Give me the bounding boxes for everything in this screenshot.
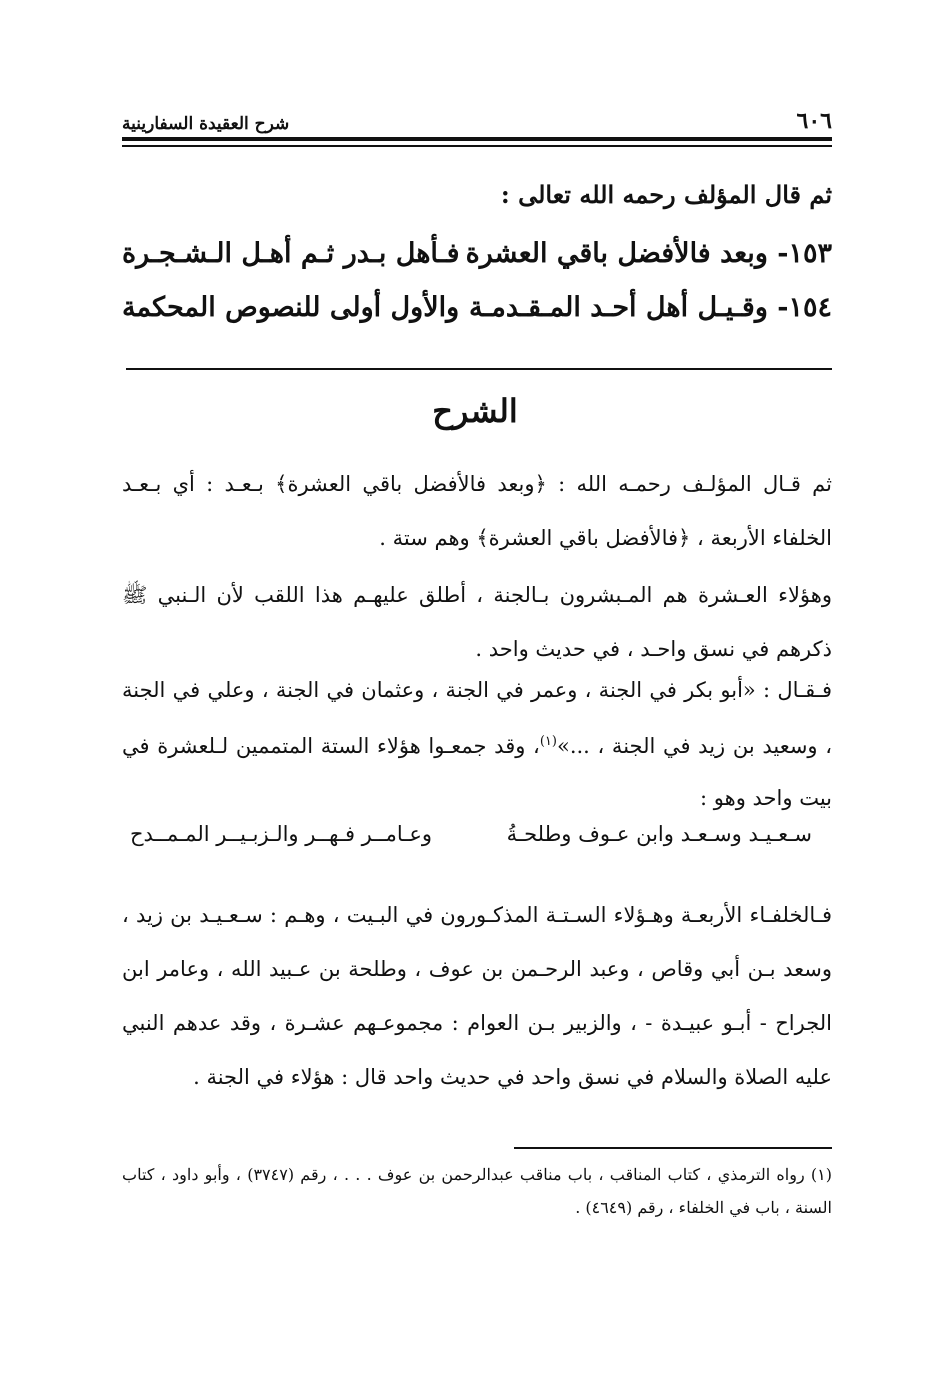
- page-header: [122, 96, 832, 134]
- verse-154: [122, 292, 832, 336]
- verse-second-hemistich: والأول أولى للنصوص المحكمة: [122, 292, 460, 323]
- verse-second-hemistich: وعـامــر فـهــر والـزبـيــر المـمــدح: [130, 822, 433, 846]
- header-rule-thin: [122, 145, 832, 147]
- paragraph-4: فـالخلفـاء الأربعـة وهـؤلاء السـتـة المذكـورون في البـيت ، وهـم : سـعـيـد بن زيد ، وسعد بـن أبي وقاص ، وعبد الرحـمن بن عوف ، وطلحة بن عـبيد الله ، وعامر ابن الجراح - أبـو عبيـدة - ، والزبير بـن العوام : مجموعـهم عشـرة ، وقد عدهم النبي عليه الصلاة والسلام في نسق واحد في حديث واحد قال : هؤلاء في الجنة .: [122, 903, 832, 1089]
- footnote: (١) رواه الترمذي ، كتاب المناقب ، باب مناقب عبدالرحمن بن عوف . . . ، رقم (٣٧٤٧) ، وأبو داود ، كتاب السنة ، باب في الخلفاء ، رقم (٤٦٤٩) .: [122, 1165, 833, 1217]
- verse-153: [122, 238, 832, 282]
- footnote-rule: [514, 1147, 832, 1149]
- verse-second-hemistich: فـأهل بـدر ثـم أهـل الـشـجـرة: [122, 238, 460, 269]
- page-number: ٦٠٦: [796, 108, 832, 134]
- footnote-ref: (١): [539, 734, 557, 749]
- section-title: الشرح: [432, 392, 518, 430]
- paragraph-3: [122, 664, 832, 824]
- verse-first-hemistich: سـعـيـد وسـعـد وابن عـوف وطلحـةُ: [506, 822, 812, 846]
- running-title: شرح العقيدة السفارينية: [122, 114, 290, 134]
- hadith-quote: فـقـال : «أبو بكر في الجنة ، وعمر في الجنة ، وعثمان في الجنة ، وعلي في الجنة ، وسعيد بن زيد في الجنة ، ...»: [122, 678, 832, 758]
- poem-intro: ثم قال المؤلف رحمه الله تعالى :: [500, 180, 832, 209]
- paragraph-3-continuation: ، وقد جمعـوا هؤلاء الستة المتممين لـلعشرة في بيت واحد وهو :: [122, 734, 832, 810]
- header-rule-thick: [122, 137, 832, 141]
- verse-first-hemistich: ١٥٣- وبعد فالأفضل باقي العشرة: [465, 238, 832, 269]
- poem-verse-line: [130, 822, 832, 862]
- paragraph-1: ثم قـال المؤلـف رحمـه الله : ﴿وبعد فالأفضل باقي العشرة﴾ بـعـد : أي بـعـد الخلفاء الأربعة ، ﴿فالأفضل باقي العشرة﴾ وهم ستة .: [122, 472, 832, 550]
- verse-first-hemistich: ١٥٤- وقـيـل أهل أحـد المـقـدمـة: [469, 292, 832, 323]
- paragraph-2: وهؤلاء العـشرة هم المـبشرون بـالجنة ، أطلق عليهـم هذا اللقب لأن الـنبي ﷺ ذكرهم في نسق واحـد ، في حديث واحد .: [122, 583, 832, 661]
- section-divider: [126, 368, 832, 370]
